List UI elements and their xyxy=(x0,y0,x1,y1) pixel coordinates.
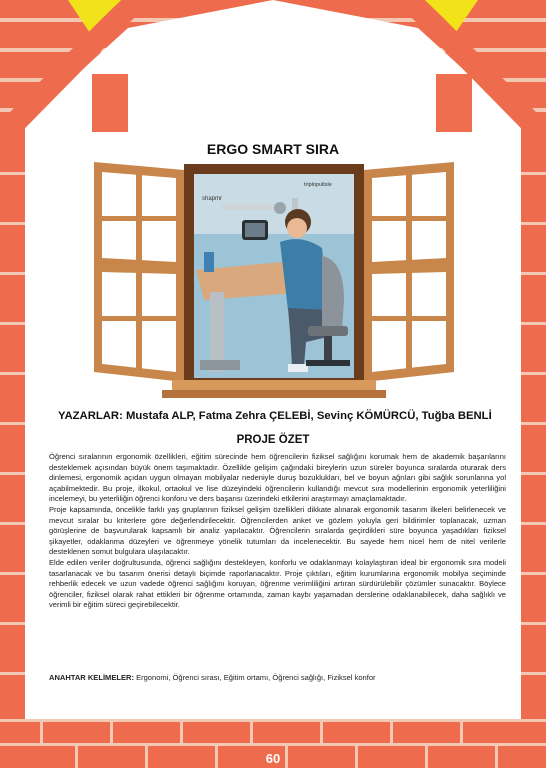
board-left-text: shapmr xyxy=(202,196,223,202)
abstract-body xyxy=(49,452,506,611)
window-shutter-right xyxy=(364,162,454,382)
abstract-paragraph: Öğrenci sıralarının ergonomik özellikleri, eğitim sürecinde hem öğrencilerin fiziksel sağlığını korumak hem de akademik başarılarını desteklemek açısından büyük önem taşımaktadır. Özellikle gelişim çağındaki bireylerin uzun süreler boyunca sıralarda oturarak ders dinlemesi, ergonomik açıdan uygun olmayan mobilyalar nedeniyle duruş bozuklukları, bel ve boyun ağrıları gibi sağlık sorunlarına yol açabilmektedir. Bu proje, ilkokul, ortaokul ve lise düzeyindeki öğrencilerin kullandığı mevcut sıra modellerinin ergonomik yeterliliğini incelemeyi, bu yeterliliğin öğrenci konforu ve ders başarısı üzerindeki etkilerini araştırmayı amaçlamaktadır. xyxy=(49,452,506,504)
house-roof xyxy=(0,0,546,140)
abstract-paragraph: Proje kapsamında, öncelikle farklı yaş gruplarının fiziksel gelişim özellikleri dikkate alınarak ergonomik tasarım ilkeleri belirlenecek ve mevcut sıralar bu kriterlere göre değerlendirilecektir. Öğrencilerden anket ve gözlem yoluyla geri bildirimler toplanacak, uzman görüşlerine de başvurularak kapsamlı bir analiz yapılacaktır. Öğrencilerin sıralarda geçirdikleri süre boyunca yaşadıkları fiziksel şikayetler, odaklanma düzeyleri ve öğrenmeye yönelik tutumları da incelenecektir. Bu sayede hem nicel hem de nitel verilerle desteklenen somut bulgulara ulaşılacaktır. xyxy=(49,504,506,557)
keywords-list: Ergonomi, Öğrenci sırası, Eğitim ortamı, Öğrenci sağlığı, Fiziksel konfor xyxy=(133,673,376,682)
window-shutter-left xyxy=(94,162,184,382)
section-title: PROJE ÖZET xyxy=(236,434,310,446)
window-svg xyxy=(92,160,456,403)
keywords-label: ANAHTAR KELİMELER: xyxy=(49,673,134,682)
abstract-paragraph: Elde edilen veriler doğrultusunda, öğrenci sağlığını destekleyen, konforlu ve odaklanmayı kolaylaştıran ideal bir ergonomik sıra modeli tasarlanacak ve bu tasarım önerisi detaylı biçimde raporlanacaktır. Proje çıktıları, eğitim kurumlarına ergonomik mobilya seçiminde rehberlik edecek ve uzun vadede öğrenci sağlığını koruyan, öğrenme verimliliğini artıran sürdürülebilir çözümler sunacaktır. Böylece öğrenciler, fiziksel olarak rahat ettikleri bir öğrenme ortamında, zaman kaybı yaşamadan derslerine odaklanabilecek, daha sağlıklı ve verimli bir eğitim süreci geçirebilecektir. xyxy=(49,557,506,610)
board-right-text: triplopultsle xyxy=(304,182,332,188)
right-brick-column xyxy=(521,132,546,719)
keywords-line xyxy=(49,673,506,682)
document-title: ERGO SMART SIRA xyxy=(206,141,340,157)
window-illustration xyxy=(92,160,456,403)
authors-line: YAZARLAR: Mustafa ALP, Fatma Zehra ÇELEBİ, Sevinç KÖMÜRCÜ, Tuğba BENLİ xyxy=(58,410,492,422)
window-sill-base xyxy=(162,390,386,398)
left-brick-column xyxy=(0,132,25,719)
chimney-right xyxy=(436,74,472,132)
page-number: 60 xyxy=(265,751,281,766)
chimney-left xyxy=(92,74,128,132)
